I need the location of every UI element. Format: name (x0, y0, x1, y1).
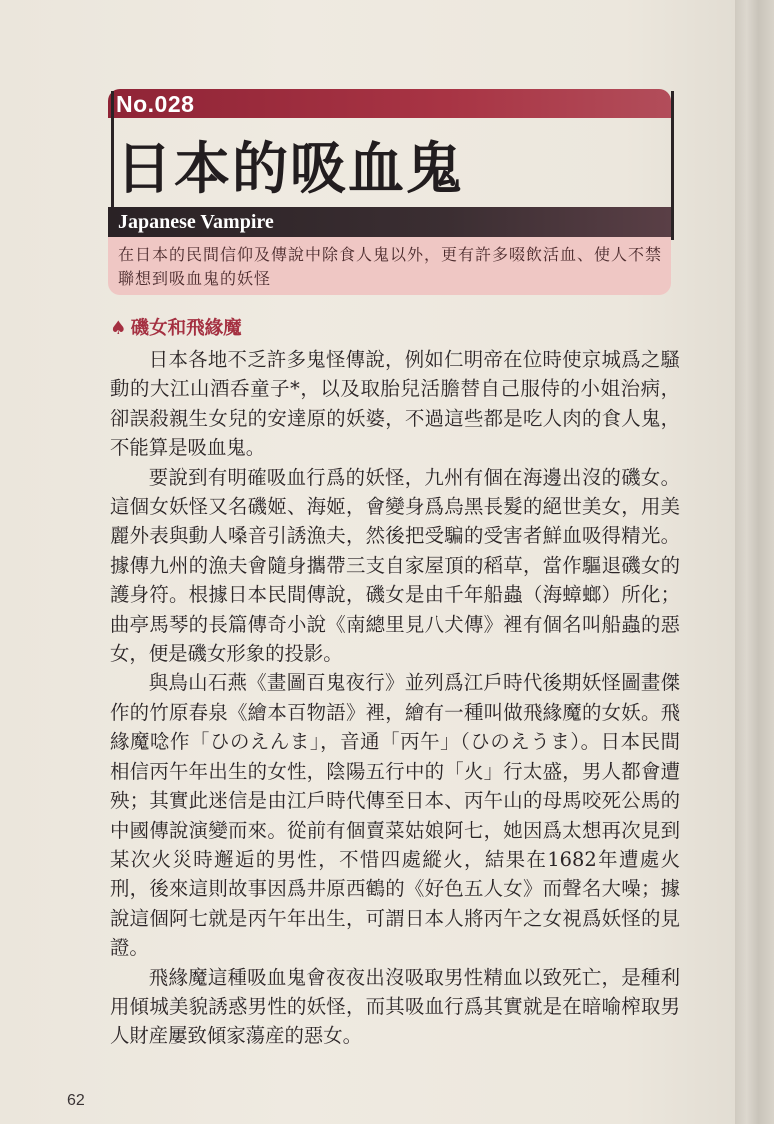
page-number: 62 (67, 1092, 85, 1109)
paragraph: 要說到有明確吸血行爲的妖怪，九州有個在海邊出沒的磯女。這個女妖怪又名磯姬、海姬，會變身爲烏黑長髮的絕世美女，用美麗外表與動人嗓音引誘漁夫，然後把受騙的受害者鮮血吸得精光。據傳九州的漁夫會隨身攜帶三支自家屋頂的稻草，當作驅退磯女的護身符。根據日本民間傳說，磯女是由千年船蟲（海蟑螂）所化；曲亭馬琴的長篇傳奇小說《南總里見八犬傳》裡有個名叫船蟲的惡女，便是磯女形象的投影。 (110, 465, 680, 666)
section-heading (110, 316, 242, 342)
section-heading-text: 磯女和飛緣魔 (130, 318, 242, 339)
paragraph: 日本各地不乏許多鬼怪傳說，例如仁明帝在位時使京城爲之騷動的大江山酒呑童子*，以及取胎兒活膽替自己服侍的小姐治病，卻誤殺親生女兒的安達原的妖婆，不過這些都是吃人肉的食人鬼，不能算是吸血鬼。 (110, 348, 680, 460)
english-title: Japanese Vampire (118, 211, 274, 233)
summary-text: 在日本的民間信仰及傳說中除食人鬼以外，更有許多啜飲活血、使人不禁聯想到吸血鬼的妖怪 (118, 245, 663, 288)
paragraph: 與鳥山石燕《畫圖百鬼夜行》並列爲江戶時代後期妖怪圖畫傑作的竹原春泉《繪本百物語》裡，繪有一種叫做飛緣魔的女妖。飛緣魔唸作「ひのえんま」，音通「丙午」（ひのえうま）。日本民間相信丙午年出生的女性，陰陽五行中的「火」行太盛，男人都會遭殃；其實此迷信是由江戶時代傳至日本、丙午山的母馬咬死公馬的中國傳說演變而來。從前有個賣菜姑娘阿七，她因爲太想再次見到某次火災時邂逅的男性，不惜四處縱火，結果在1682年遭處火刑，後來這則故事因爲井原西鶴的《好色五人女》而聲名大噪；據說這個阿七就是丙午年出生，可謂日本人將丙午之女視爲妖怪的見證。 (110, 671, 680, 960)
entry-number: No.028 (116, 91, 195, 117)
page-title: 日本的吸血鬼 (116, 137, 464, 202)
article-body (110, 345, 680, 1051)
paragraph: 飛緣魔這種吸血鬼會夜夜出沒吸取男性精血以致死亡，是種利用傾城美貌誘惑男性的妖怪，而其吸血行爲其實就是在暗喻榨取男人財産屢致傾家蕩産的惡女。 (110, 965, 680, 1048)
spade-icon: ♠ (110, 318, 127, 339)
page-edge (735, 0, 774, 1124)
